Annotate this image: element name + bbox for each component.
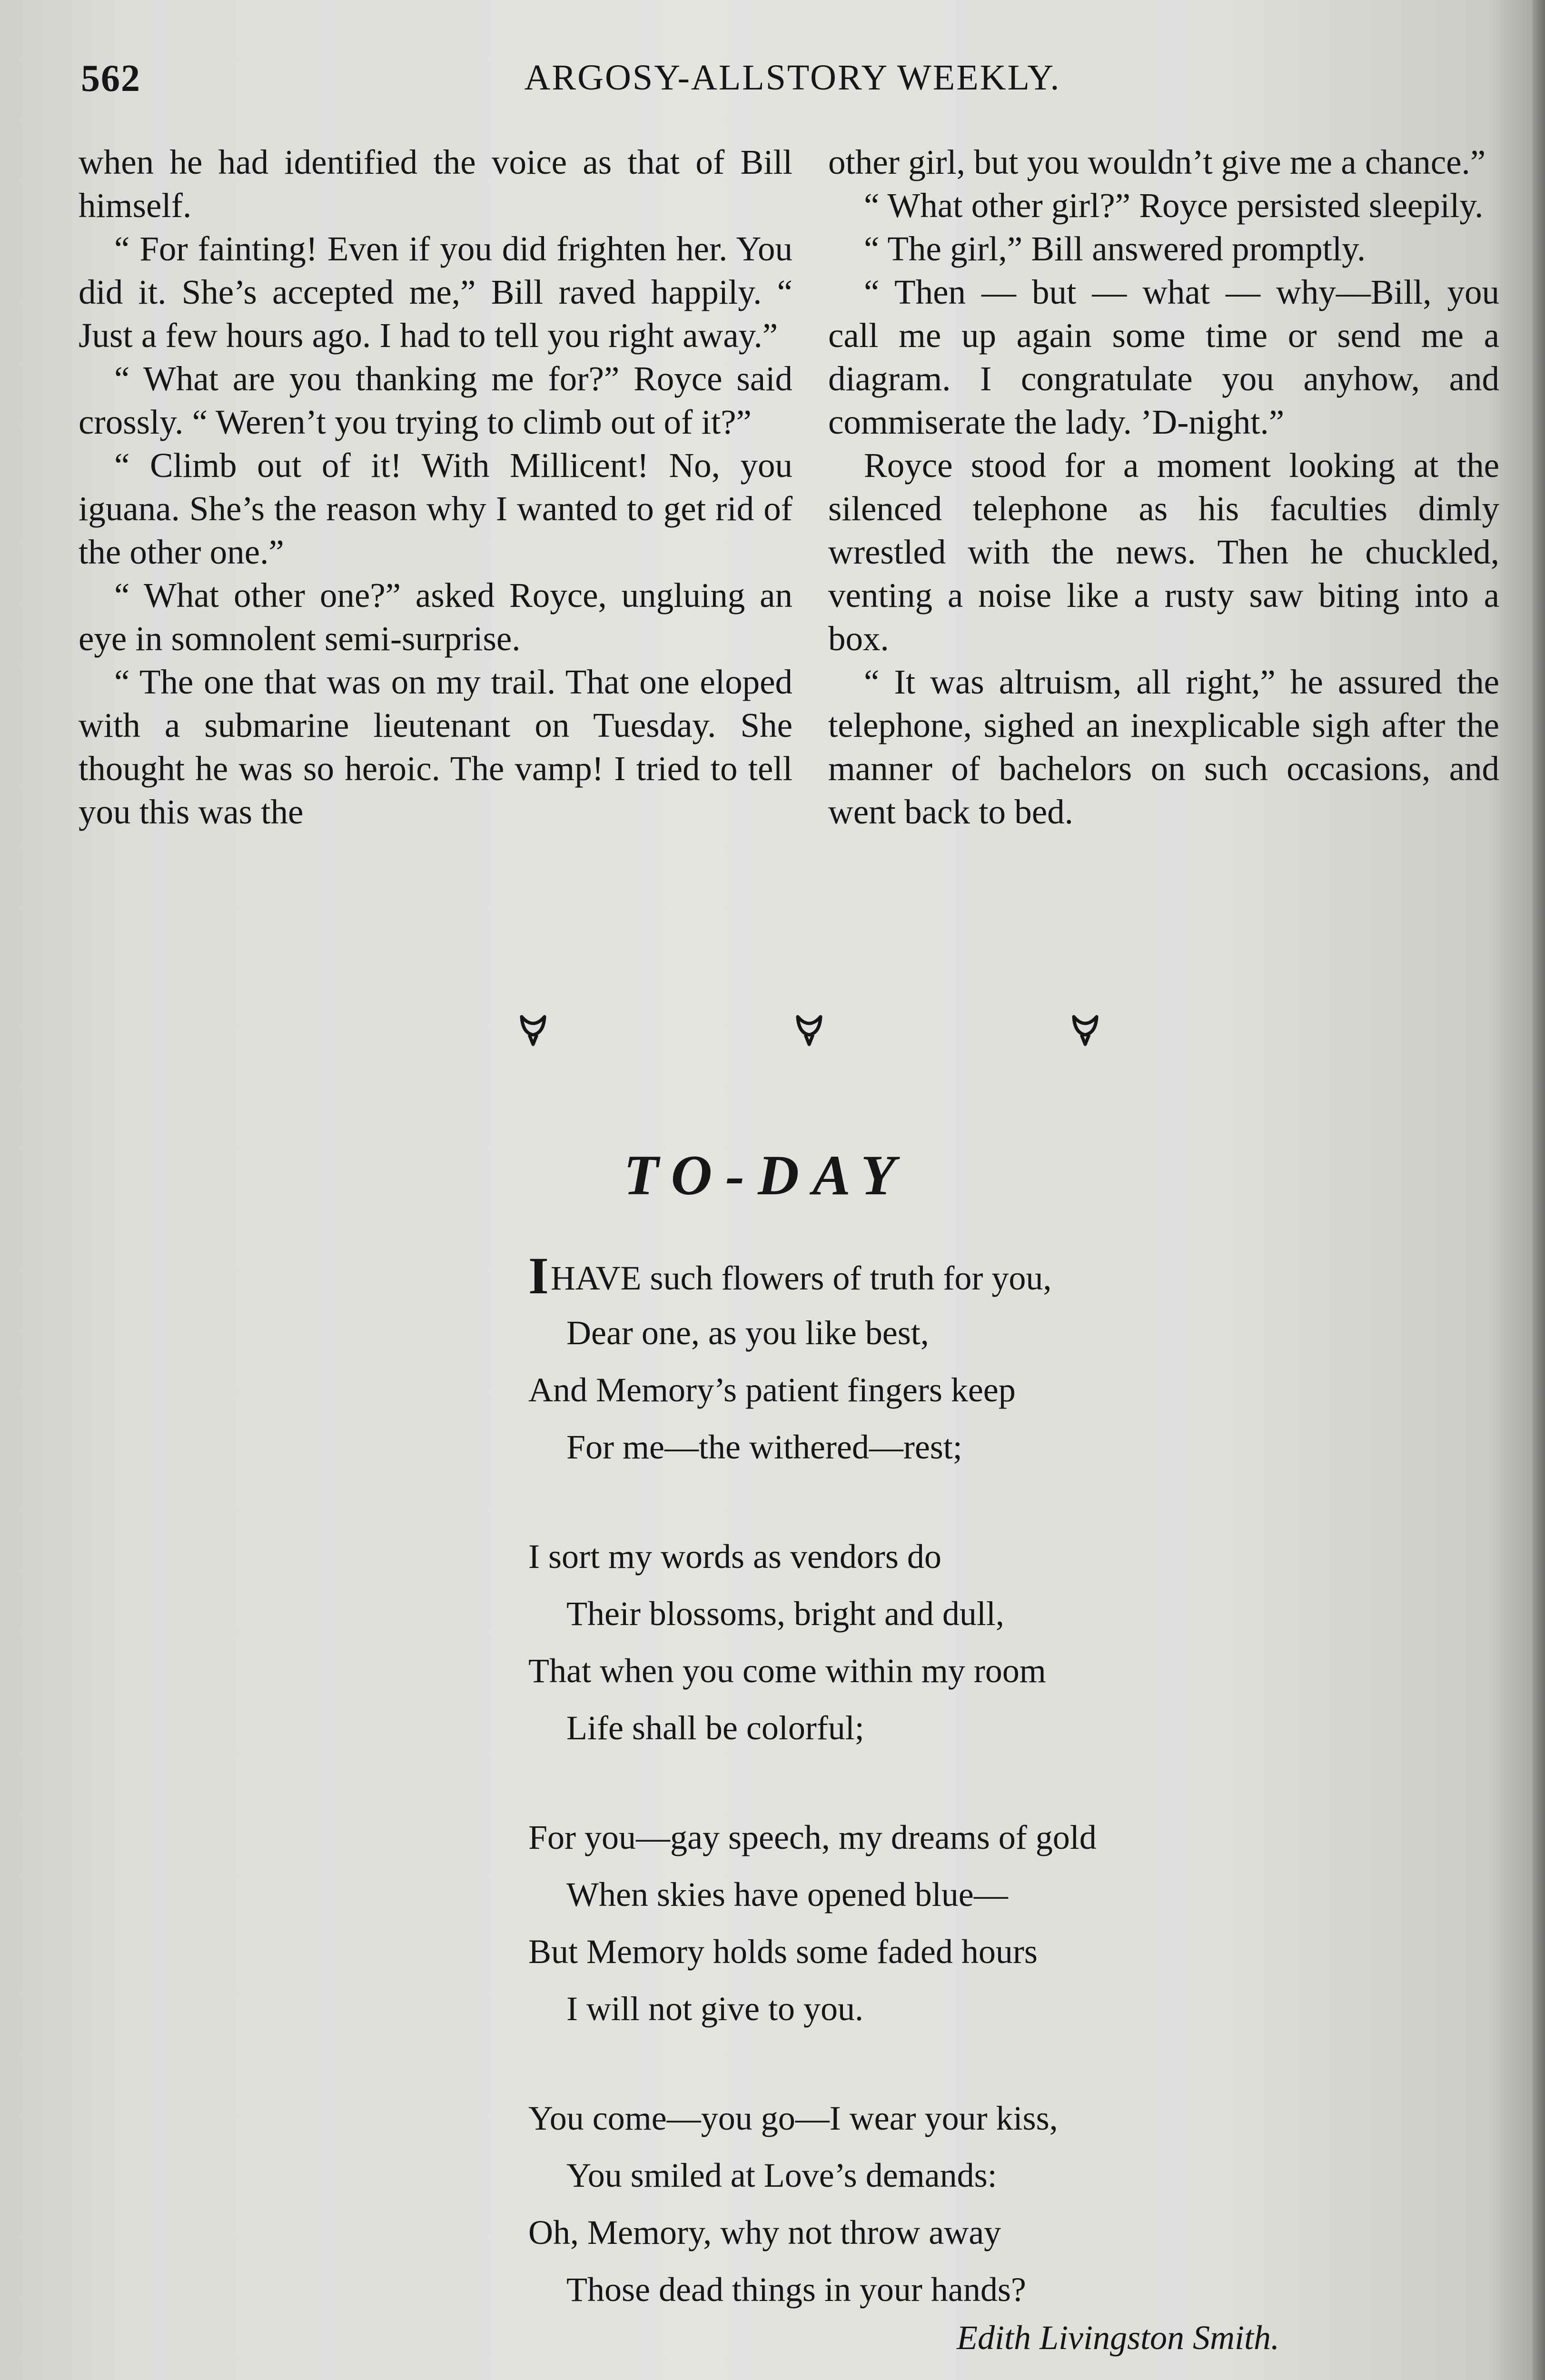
paragraph: “ Then — but — what — why—Bill, you call me up again some time or send me a diagram. I congratulate you anyhow, and commiserate the lady. ’D-night.” <box>828 273 1499 441</box>
poem-line: And Memory’s patient fingers keep <box>528 1371 1016 1409</box>
stanza <box>528 1809 1337 2037</box>
paragraph: “ What other girl?” Royce persisted sleepily. <box>864 186 1484 225</box>
paragraph: “ The girl,” Bill answered promptly. <box>864 229 1366 268</box>
poem-line: I sort my words as vendors do <box>528 1537 941 1576</box>
drop-cap: I <box>528 1247 549 1305</box>
poem-line: You smiled at Love’s demands: <box>566 2156 997 2194</box>
story-column-left <box>79 140 792 833</box>
poem-line: For you—gay speech, my dreams of gold <box>528 1818 1097 1856</box>
stanza <box>528 1247 1337 1476</box>
poem-line <box>528 1247 1337 1304</box>
page-header <box>81 57 1504 114</box>
page-number: 562 <box>81 58 141 99</box>
running-head: ARGOSY-ALLSTORY WEEKLY. <box>524 58 1061 98</box>
paragraph: when he had identified the voice as that of Bill himself. <box>79 143 792 225</box>
paragraph: “ It was altruism, all right,” he assured the telephone, sighed an inexplicable sigh after the manner of bachelors on such occasions, and went back to bed. <box>828 663 1499 831</box>
fleuron-icon <box>519 1014 547 1047</box>
section-divider <box>0 1014 1533 1061</box>
stanza <box>528 2090 1337 2318</box>
poem-title: TO-DAY <box>624 1143 909 1207</box>
paragraph: “ The one that was on my trail. That one eloped with a submarine lieutenant on Tuesday. She thought he was so heroic. The vamp! I tried to tell you this was the <box>79 663 792 831</box>
poem-line: Oh, Memory, why not throw away <box>528 2213 1001 2251</box>
fleuron-icon <box>795 1014 823 1047</box>
poem-author: Edith Livingston Smith. <box>957 2319 1280 2357</box>
page-edge-shadow <box>1533 0 1545 2380</box>
poem-line: For me—the withered—rest; <box>566 1428 962 1466</box>
poem <box>528 1247 1337 2370</box>
poem-line: Dear one, as you like best, <box>566 1314 929 1352</box>
poem-line-text: HAVE such flowers of truth for you, <box>550 1259 1052 1297</box>
fleuron-icon <box>1071 1014 1099 1047</box>
poem-line: Those dead things in your hands? <box>566 2271 1026 2309</box>
poem-line: When skies have opened blue— <box>566 1875 1008 1914</box>
poem-line: I will not give to you. <box>566 1990 863 2028</box>
poem-line: You come—you go—I wear your kiss, <box>528 2099 1058 2137</box>
paragraph: Royce stood for a moment looking at the silenced telephone as his faculties dimly wrestled with the news. Then he chuckled, venting a noise like a rusty saw biting into a box. <box>828 446 1499 658</box>
poem-line: Their blossoms, bright and dull, <box>566 1595 1004 1633</box>
paragraph: “ For fainting! Even if you did frighten her. You did it. She’s accepted me,” Bill raved happily. “ Just a few hours ago. I had to tell you right away.” <box>79 229 792 355</box>
paragraph: “ Climb out of it! With Millicent! No, you iguana. She’s the reason why I wanted to get rid of the other one.” <box>79 446 792 571</box>
paragraph: “ What other one?” asked Royce, ungluing an eye in somnolent semi-surprise. <box>79 576 792 658</box>
poem-line: That when you come within my room <box>528 1652 1046 1690</box>
poem-line: But Memory holds some faded hours <box>528 1933 1038 1971</box>
stanza <box>528 1528 1337 1756</box>
story-column-right <box>828 140 1499 833</box>
paragraph: “ What are you thanking me for?” Royce said crossly. “ Weren’t you trying to climb out of it?” <box>79 359 792 441</box>
paragraph: other girl, but you wouldn’t give me a chance.” <box>828 143 1486 181</box>
poem-line: Life shall be colorful; <box>566 1709 864 1747</box>
